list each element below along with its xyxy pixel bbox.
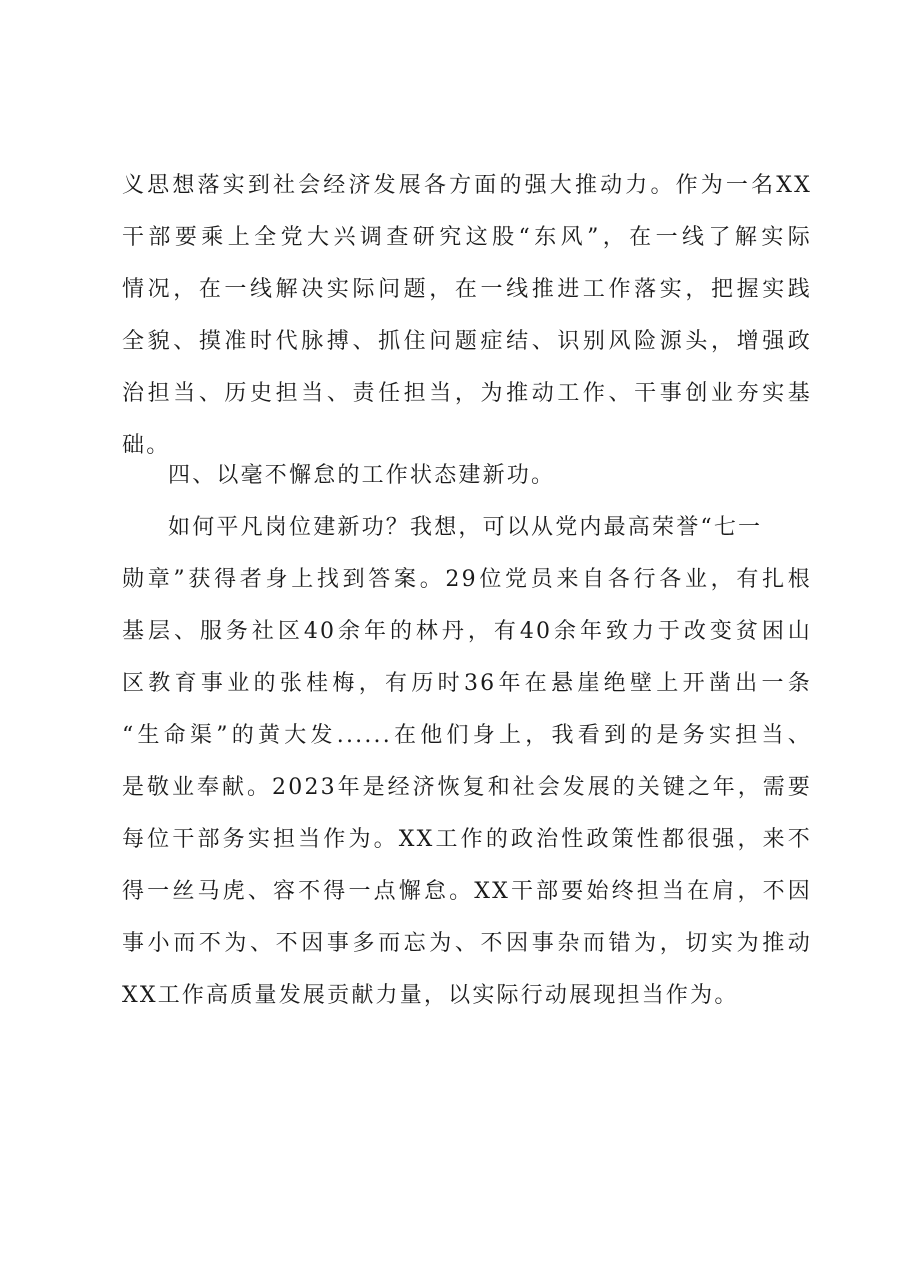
paragraph-1 <box>122 160 812 472</box>
paragraph-1-line: 础。 <box>122 433 171 458</box>
paragraph-2-line: “生命渠”的黄大发......在他们身上，我看到的是务实担当、 <box>122 723 812 748</box>
paragraph-2-line: XX工作高质量发展贡献力量，以实际行动展现担当作为。 <box>122 983 739 1008</box>
paragraph-2-line: 如何平凡岗位建新功？我想，可以从党内最高荣誉“七一 <box>168 515 763 540</box>
paragraph-2-line: 区教育事业的张桂梅，有历时36年在悬崖绝壁上开凿出一条 <box>122 671 812 696</box>
paragraph-1-line: 情况，在一线解决实际问题，在一线推进工作落实，把握实践 <box>122 277 812 302</box>
paragraph-2 <box>122 502 812 1022</box>
section-heading-text: 四、以毫不懈怠的工作状态建新功。 <box>168 463 556 488</box>
paragraph-2-line: 得一丝马虎、容不得一点懈怠。XX干部要始终担当在肩，不因 <box>122 879 812 904</box>
paragraph-2-line: 事小而不为、不因事多而忘为、不因事杂而错为，切实为推动 <box>122 931 812 956</box>
paragraph-2-line: 勋章”获得者身上找到答案。29位党员来自各行各业，有扎根 <box>122 567 812 592</box>
paragraph-1-line: 义思想落实到社会经济发展各方面的强大推动力。作为一名XX <box>122 173 812 198</box>
paragraph-1-line: 全貌、摸准时代脉搏、抓住问题症结、识别风险源头，增强政 <box>122 329 812 354</box>
section-heading <box>122 450 812 502</box>
paragraph-1-line: 干部要乘上全党大兴调查研究这股“东风”，在一线了解实际 <box>122 225 812 250</box>
paragraph-1-line: 治担当、历史担当、责任担当，为推动工作、干事创业夯实基 <box>122 381 812 406</box>
paragraph-2-line: 基层、服务社区40余年的林丹，有40余年致力于改变贫困山 <box>122 619 812 644</box>
paragraph-2-line: 每位干部务实担当作为。XX工作的政治性政策性都很强，来不 <box>122 827 812 852</box>
paragraph-2-line: 是敬业奉献。2023年是经济恢复和社会发展的关键之年，需要 <box>122 775 812 800</box>
